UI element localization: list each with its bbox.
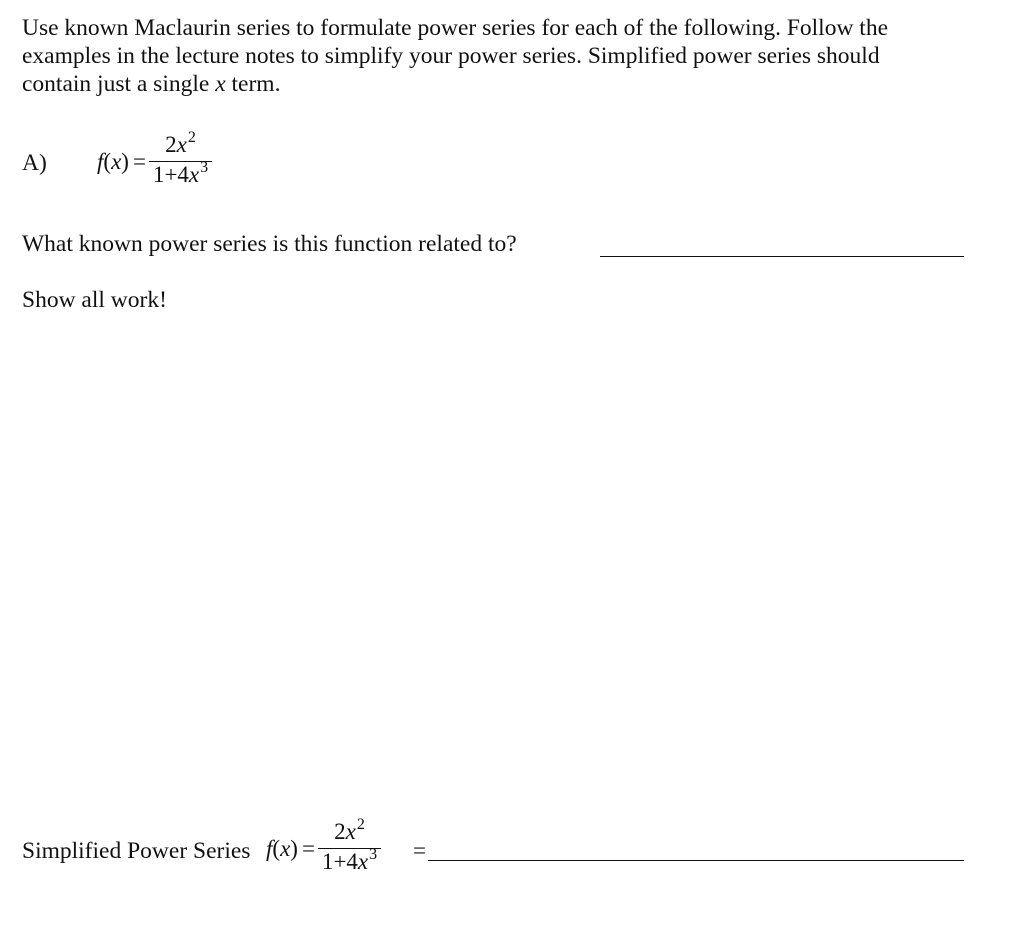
simplified-function-name: f [266,835,273,861]
simplified-function-variable: x [280,835,291,861]
instructions [22,14,982,98]
simplified-numerator-coefficient: 2 [334,819,346,844]
equals-sign: = [132,148,146,174]
denominator-variable: x [188,162,200,187]
instructions-line-3-pre: contain just a single [22,71,216,97]
numerator-exponent: 2 [187,129,196,146]
function-name: f [97,148,104,174]
instructions-line-3-post: term. [225,71,281,97]
show-work-instruction: Show all work! [22,287,167,313]
simplified-numerator [330,816,369,848]
numerator-coefficient: 2 [165,132,177,157]
denominator-coefficient: 4 [177,162,189,187]
instructions-variable: x [215,71,226,97]
simplified-denominator-variable: x [357,849,369,874]
simplified-denominator [318,846,381,878]
instructions-line-3 [22,70,982,98]
simplified-series-label: Simplified Power Series [22,838,251,864]
fraction-numerator [161,129,200,161]
simplified-series-answer-line[interactable] [428,860,964,861]
denominator-exponent: 3 [200,159,209,176]
known-series-answer-line[interactable] [600,256,964,257]
function-equation [97,129,212,191]
work-area[interactable] [22,330,962,800]
denominator-constant: 1 [152,162,165,187]
numerator-variable: x [176,132,187,157]
trailing-equals-sign: = [413,838,426,863]
simplified-function-lhs: f(x) [266,835,298,861]
instructions-line-1: Use known Maclaurin series to formulate power series for each of the following. Follow the [22,15,889,41]
simplified-equation [266,816,381,878]
question-text: What known power series is this function related to? [22,231,517,257]
simplified-fraction [318,816,381,878]
instructions-line-2: examples in the lecture notes to simplify your power series. Simplified power series should [22,43,880,69]
simplified-equals-sign: = [301,835,315,861]
simplified-numerator-variable: x [345,819,356,844]
function-variable: x [111,148,122,174]
simplified-denominator-exponent: 3 [369,846,378,863]
problem-label: A) [22,150,47,176]
function-lhs: f(x) [97,148,129,174]
simplified-denominator-coefficient: 4 [346,849,358,874]
fraction [149,129,212,191]
simplified-numerator-exponent: 2 [356,816,365,833]
fraction-denominator [149,159,212,191]
simplified-denominator-constant: 1 [321,849,334,874]
denominator-operator: + [164,162,178,187]
simplified-denominator-operator: + [333,849,347,874]
